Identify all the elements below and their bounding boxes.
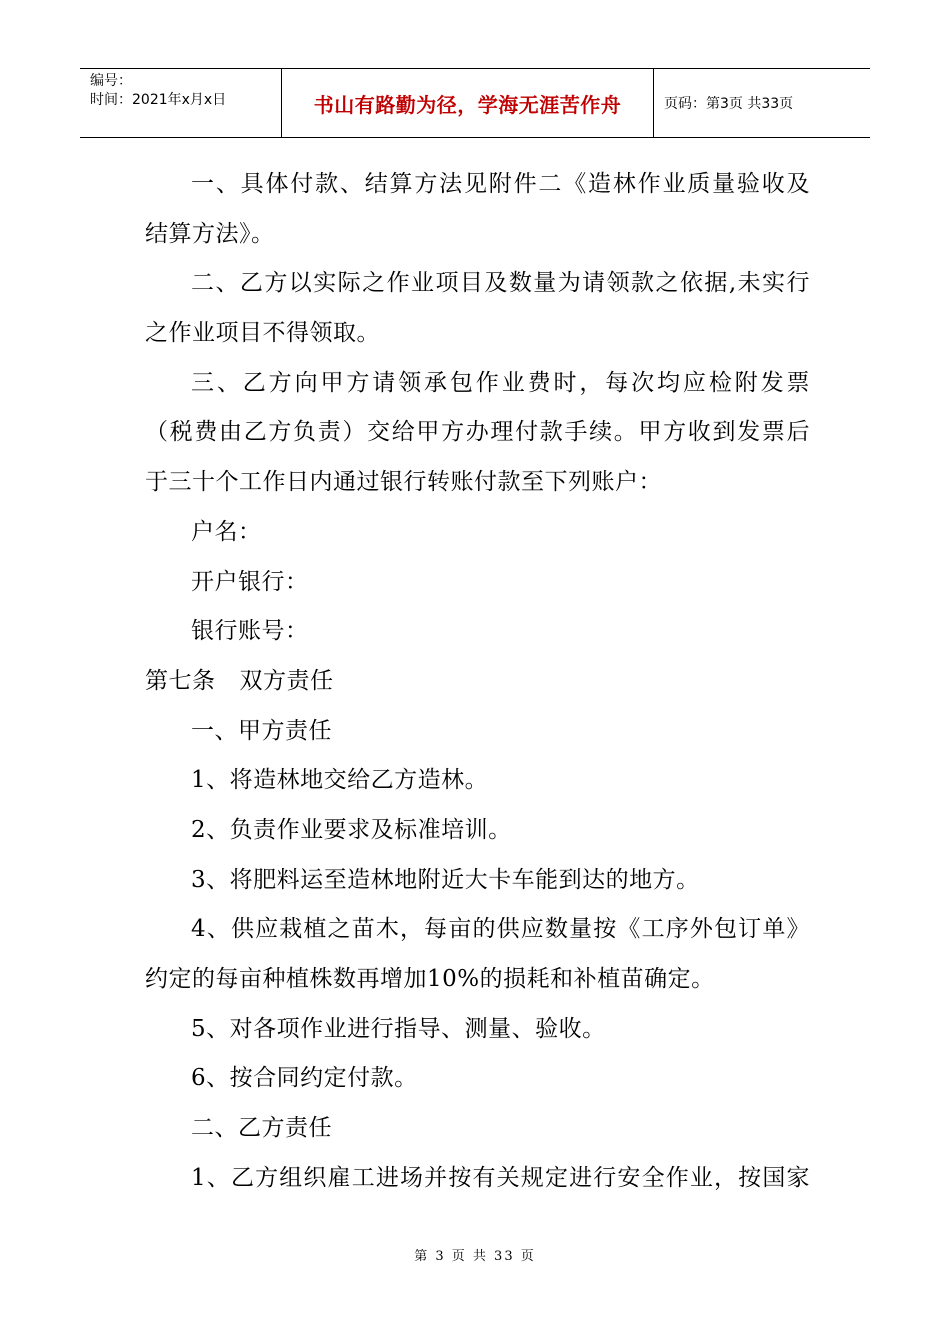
section-heading: 一、甲方责任: [191, 717, 332, 744]
bank-name-label: 开户银行：: [191, 568, 309, 595]
page-footer: 第 3 页 共 33 页: [414, 1249, 536, 1264]
paragraph-line: 二、乙方以实际之作业项目及数量为请领款之依据,未实行: [191, 270, 810, 297]
paragraph-line: （税费由乙方负责）交给甲方办理付款手续。甲方收到发票后: [145, 419, 810, 446]
list-item: 3、将肥料运至造林地附近大卡车能到达的地方。: [191, 866, 700, 893]
paragraph-line: 一、具体付款、结算方法见附件二《造林作业质量验收及: [191, 171, 810, 197]
list-item: 1、乙方组织雇工进场并按有关规定进行安全作业，按国家: [191, 1164, 810, 1191]
article-title: 双方责任: [239, 667, 334, 694]
account-name-label: 户名：: [191, 518, 262, 545]
paragraph-line: 结算方法》。: [145, 220, 275, 247]
header-page-info: 页码：第3页 共33页: [664, 96, 794, 112]
paragraph-line: 于三十个工作日内通过银行转账付款至下列账户：: [145, 469, 662, 496]
article-number: 第七条: [145, 667, 216, 694]
list-item: 6、按合同约定付款。: [191, 1065, 418, 1092]
list-item: 2、负责作业要求及标准培训。: [191, 816, 512, 843]
section-heading: 二、乙方责任: [191, 1115, 332, 1142]
article-heading: [145, 657, 810, 707]
document-number-label: 编号：: [90, 73, 132, 89]
paragraph-line: 约定的每亩种植株数再增加10%的损耗和补植苗确定。: [145, 966, 715, 992]
list-item: 5、对各项作业进行指导、测量、验收。: [191, 1015, 606, 1042]
list-item: 4、供应栽植之苗木，每亩的供应数量按《工序外包订单》: [191, 916, 810, 943]
document-body: [145, 160, 810, 1203]
header-motto: 书山有路勤为径，学海无涯苦作舟: [282, 69, 654, 137]
bank-account-label: 银行账号：: [191, 618, 309, 645]
paragraph-line: 之作业项目不得领取。: [145, 320, 380, 347]
header-meta: [80, 69, 282, 137]
page-header: [80, 68, 870, 138]
document-date: 时间：2021年x月x日: [90, 92, 227, 108]
paragraph-line: 三、乙方向甲方请领承包作业费时，每次均应检附发票: [191, 369, 810, 396]
list-item: 1、将造林地交给乙方造林。: [191, 767, 489, 794]
